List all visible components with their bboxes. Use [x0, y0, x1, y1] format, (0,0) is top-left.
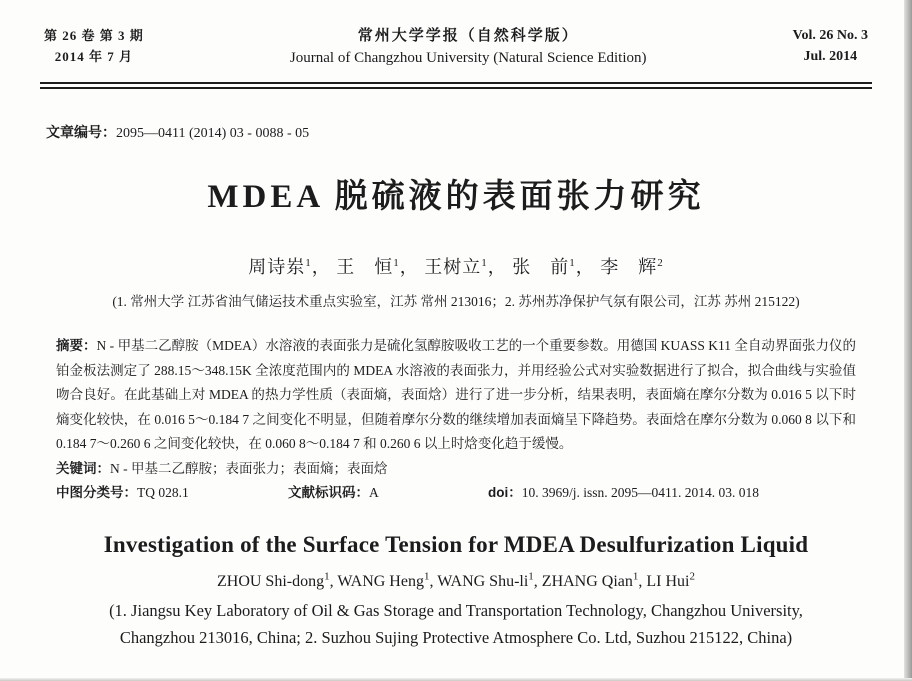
article-title-cn: MDEA 脱硫液的表面张力研究 — [207, 179, 705, 215]
volume-number-en: Vol. 26 No. 3 — [792, 28, 868, 43]
article-title-en: Investigation of the Surface Tension for MDEA Desulfurization Liquid — [103, 531, 809, 557]
clc-item — [56, 481, 288, 506]
author-en: WANG Shu-$li^1$, — [437, 570, 542, 590]
doc-code-value: A — [369, 485, 379, 500]
classification-line — [56, 481, 856, 506]
keywords-label: 关键词： — [56, 460, 110, 476]
authors-cn — [0, 253, 912, 279]
header-double-rule — [40, 82, 872, 89]
volume-info — [793, 25, 868, 67]
abstract-text: N - 甲基二乙醇胺（MDEA）水溶液的表面张力是硫化氢醇胺吸收工艺的一个重要参数。用德国 KUASS K11 全自动界面张力仪的铂金板法测定了 288.15～348.15K 全浓度范围内的 MDEA 水溶液的表面张力，并用经验公式对实验数据进行了拟合，拟合曲线与实验值吻合良好。在此基础上对 MDEA 的热力学性质（表面熵，表面焓）进行了进一步分析，结果表明，表面熵在摩尔分数为 0.016 5 以下时熵变化较快，在 0.016 5～0.184 7 之间变化不明显，但随着摩尔分数的继续增加表面熵呈下降趋势。表面焓在摩尔分数为 0.060 8 以下和 0.184 7～0.260 6 之间变化较快，在 0.060 8～0.184 7 和 0.260 6 以上时焓变化趋于缓慢。 — [56, 338, 857, 451]
affiliation-en-line1: (1. Jiangsu Key Laboratory of Oil & Gas Storage and Transportation Technology, Changzhou University, — [109, 600, 803, 620]
article-number-value: 2095—0411 (2014) 03 - 0088 - 05 — [116, 126, 310, 141]
affiliation-cn: (1. 常州大学 江苏省油气储运技术重点实验室，江苏 常州 213016；2. 苏州苏净保护气氛有限公司，江苏 苏州 215122) — [112, 294, 800, 309]
article-number-line — [46, 122, 912, 142]
doi-item — [488, 481, 759, 506]
journal-title — [290, 25, 647, 69]
author-en: ZHANG Qian$^1$, — [541, 570, 647, 590]
author-en: ZHOU Shi-dong$^1$, — [216, 570, 338, 590]
clc-label: 中图分类号： — [56, 485, 137, 500]
clc-value: TQ 028.1 — [137, 485, 189, 500]
doc-code-label: 文献标识码： — [288, 485, 369, 500]
doi-label: doi： — [488, 485, 522, 500]
abstract-label: 摘要： — [56, 338, 97, 353]
author-en: WANG Heng$^1$, — [337, 570, 438, 590]
volume-date-en: Jul. 2014 — [803, 49, 858, 64]
keywords-text: N - 甲基二乙醇胺；表面张力；表面熵；表面焓 — [110, 460, 388, 476]
author-en: LI Hui$^2$ — [646, 570, 695, 590]
journal-header — [0, 0, 912, 69]
keywords-line — [56, 457, 856, 482]
author-cn: 周诗岽$^1$， — [248, 257, 331, 277]
affiliation-en — [0, 597, 912, 651]
page-edge-shadow-right — [904, 0, 912, 681]
issue-info — [44, 25, 144, 67]
article-number-label: 文章编号： — [46, 124, 116, 140]
journal-title-cn: 常州大学学报（自然科学版） — [357, 28, 579, 44]
abstract — [56, 334, 856, 457]
author-cn: 王树立$^1$， — [424, 257, 507, 277]
issue-date-cn: 2014 年 7 月 — [54, 49, 134, 64]
author-cn: 王 恒$^1$， — [336, 257, 419, 277]
issue-volume-cn: 第 26 卷 第 3 期 — [44, 28, 144, 43]
affiliation-en-line2: Changzhou 213016, China; 2. Suzhou Sujing Protective Atmosphere Co. Ltd, Suzhou 215122, China) — [119, 627, 793, 647]
author-cn: 李 辉$^2$ — [600, 257, 664, 277]
doc-code-item — [288, 481, 488, 506]
author-cn: 张 前$^1$， — [512, 257, 595, 277]
journal-title-en: Journal of Changzhou University (Natural Science Edition) — [289, 50, 647, 66]
doi-value: 10. 3969/j. issn. 2095—0411. 2014. 03. 018 — [521, 485, 760, 500]
authors-en — [0, 571, 912, 591]
